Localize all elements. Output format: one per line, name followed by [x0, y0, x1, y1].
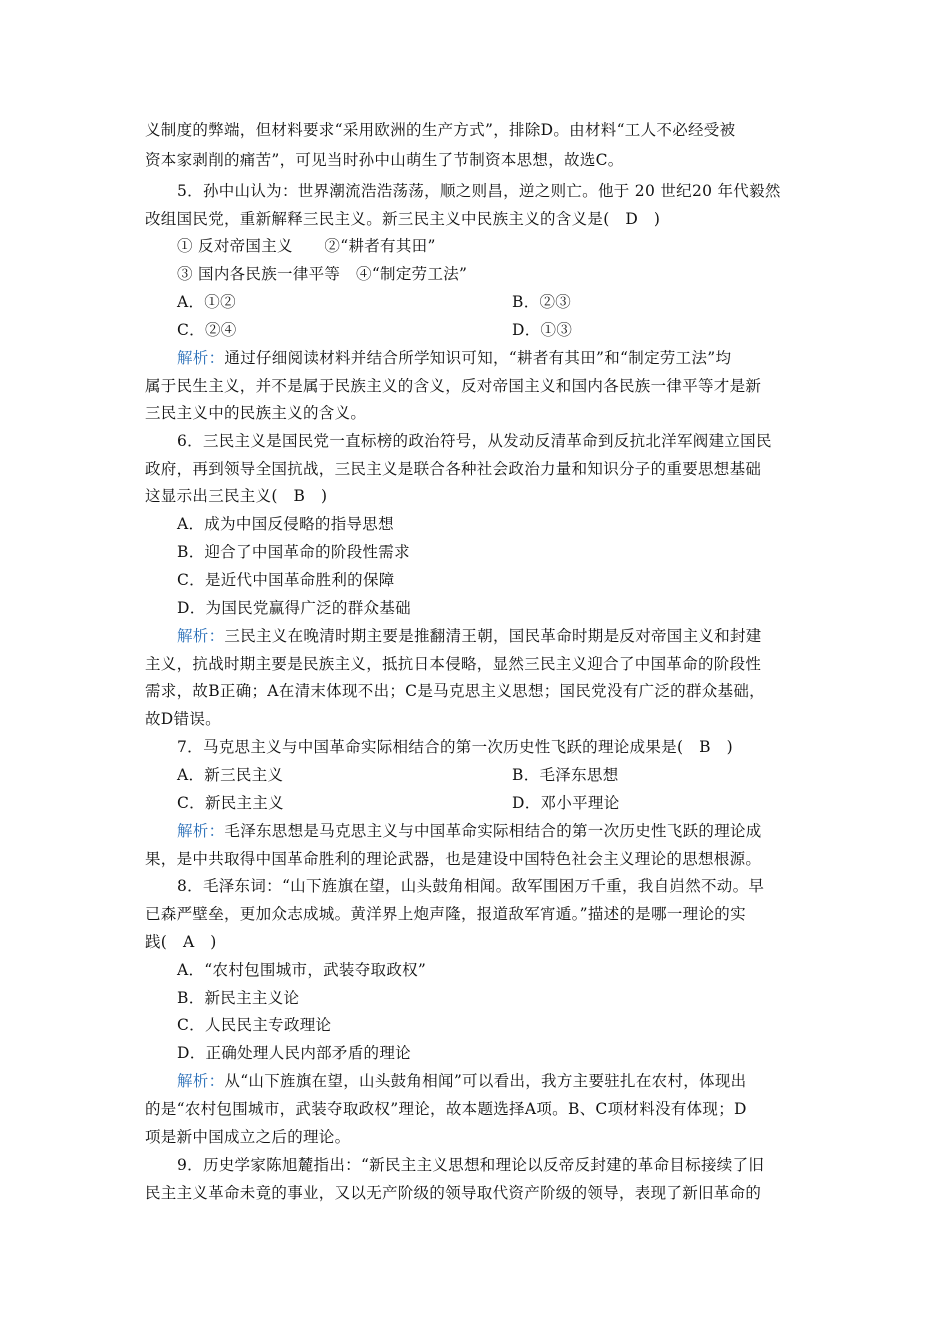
option-b: B．②③ [512, 293, 572, 311]
question-9-stem: 民主主义革命未竟的事业，又以无产阶级的领导取代资产阶级的领导，表现了新旧革命的 [145, 1184, 762, 1202]
question-5-items: ③ 国内各民族一律平等 ④“制定劳工法” [177, 265, 468, 283]
option-a: A．新三民主义 [177, 766, 284, 784]
analysis-line: 属于民生主义，并不是属于民族主义的含义，反对帝国主义和国内各民族一律平等才是新 [145, 377, 762, 395]
analysis-line: 三民主义中的民族主义的含义。 [145, 404, 367, 422]
question-9-stem: 9．历史学家陈旭麓指出：“新民主主义思想和理论以反帝反封建的革命目标接续了旧 [177, 1156, 765, 1174]
question-5-stem: 改组国民党，重新解释三民主义。新三民主义中民族主义的含义是( D ) [145, 210, 661, 228]
option-d: D．邓小平理论 [512, 794, 620, 812]
question-5-items: ① 反对帝国主义 ②“耕者有其田” [177, 237, 436, 255]
analysis-label: 解析： [177, 627, 225, 645]
analysis-text: 毛泽东思想是马克思主义与中国革命实际相结合的第一次历史性飞跃的理论成 [224, 822, 762, 840]
option-b: B．迎合了中国革命的阶段性需求 [177, 543, 410, 561]
option-a: A．成为中国反侵略的指导思想 [177, 515, 394, 533]
question-8-stem: 践( A ) [145, 933, 217, 951]
question-8-stem: 8．毛泽东词：“山下旌旗在望，山头鼓角相闻。敌军围困万千重，我自岿然不动。早 [177, 877, 765, 895]
text-line: 义制度的弊端，但材料要求“采用欧洲的生产方式”，排除D。由材料“工人不必经受被 [145, 121, 736, 139]
analysis-text: 三民主义在晚清时期主要是推翻清王朝，国民革命时期是反对帝国主义和封建 [224, 627, 762, 645]
option-b: B．新民主主义论 [177, 989, 300, 1007]
analysis-line: 需求，故B正确；A在清末体现不出；C是马克思主义思想；国民党没有广泛的群众基础， [145, 682, 765, 700]
text-line: 资本家剥削的痛苦”，可见当时孙中山萌生了节制资本思想，故选C。 [145, 151, 624, 169]
question-7-stem: 7．马克思主义与中国革命实际相结合的第一次历史性飞跃的理论成果是( B ) [177, 738, 733, 756]
analysis-line: 的是“农村包围城市，武装夺取政权”理论，故本题选择A项。B、C项材料没有体现；D [145, 1100, 747, 1118]
analysis-text: 从“山下旌旗在望，山头鼓角相闻”可以看出，我方主要驻扎在农村，体现出 [224, 1072, 747, 1090]
option-c: C．②④ [177, 321, 237, 339]
option-c: C．新民主主义 [177, 794, 284, 812]
question-8-stem: 已森严壁垒，更加众志成城。黄洋界上炮声隆，报道敌军宵遁。”描述的是哪一理论的实 [145, 905, 746, 923]
analysis-line [177, 626, 762, 646]
analysis-text: 通过仔细阅读材料并结合所学知识可知，“耕者有其田”和“制定劳工法”均 [224, 349, 732, 367]
analysis-line: 果，是中共取得中国革命胜利的理论武器，也是建设中国特色社会主义理论的思想根源。 [145, 850, 762, 868]
analysis-label: 解析： [177, 349, 225, 367]
option-a: A．①② [177, 293, 236, 311]
option-c: C．人民民主专政理论 [177, 1016, 332, 1034]
option-d: D．为国民党赢得广泛的群众基础 [177, 599, 411, 617]
analysis-label: 解析： [177, 1072, 225, 1090]
option-d: D．正确处理人民内部矛盾的理论 [177, 1044, 411, 1062]
analysis-label: 解析： [177, 822, 225, 840]
option-a: A．“农村包围城市，武装夺取政权” [177, 961, 427, 979]
question-6-stem: 6．三民主义是国民党一直标榜的政治符号，从发动反清革命到反抗北洋军阀建立国民 [177, 432, 772, 450]
analysis-line: 故D错误。 [145, 710, 221, 728]
analysis-line: 项是新中国成立之后的理论。 [145, 1128, 351, 1146]
question-5-stem: 5．孙中山认为：世界潮流浩浩荡荡，顺之则昌，逆之则亡。他于 20 世纪20 年代毅然 [177, 182, 781, 200]
analysis-line: 主义，抗战时期主要是民族主义，抵抗日本侵略，显然三民主义迎合了中国革命的阶段性 [145, 655, 762, 673]
question-6-stem: 这显示出三民主义( B ) [145, 487, 328, 505]
option-c: C．是近代中国革命胜利的保障 [177, 571, 395, 589]
analysis-line [177, 1071, 746, 1091]
analysis-line [177, 821, 762, 841]
option-d: D．①③ [512, 321, 573, 339]
option-b: B．毛泽东思想 [512, 766, 619, 784]
analysis-line [177, 348, 731, 368]
question-6-stem: 政府，再到领导全国抗战，三民主义是联合各种社会政治力量和知识分子的重要思想基础 [145, 460, 762, 478]
